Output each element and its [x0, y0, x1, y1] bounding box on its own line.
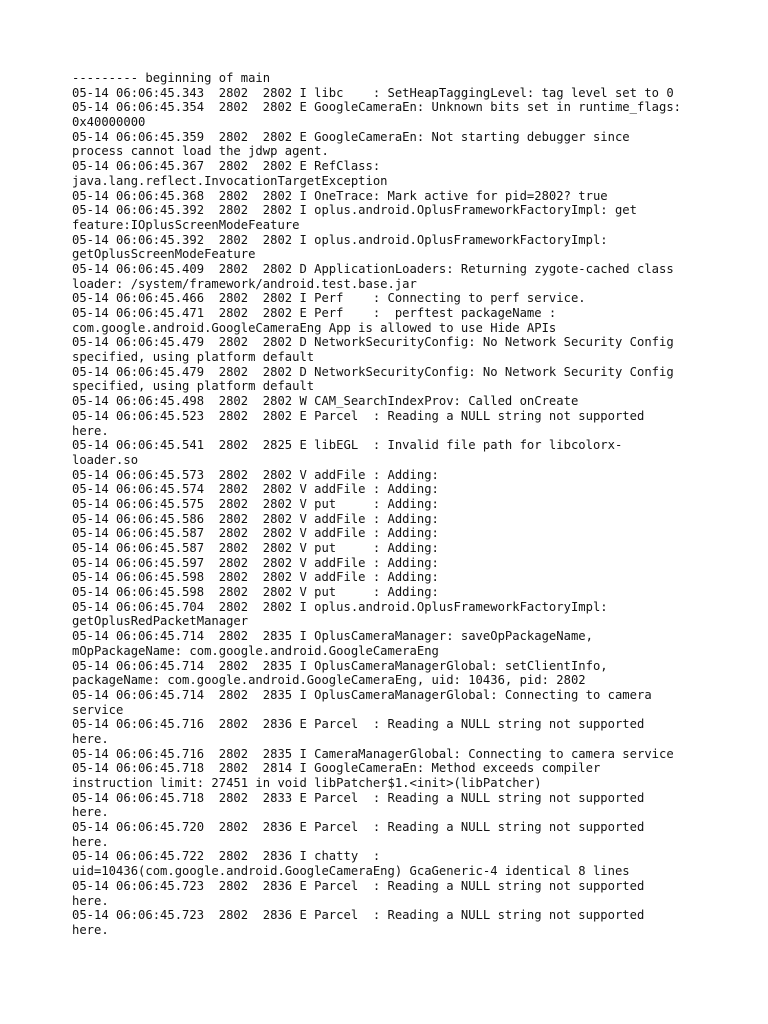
- log-line: 05-14 06:06:45.409 2802 2802 D ApplicationLoaders: Returning zygote-cached class: [72, 261, 674, 276]
- log-line: 0x40000000: [72, 115, 146, 130]
- log-line: java.lang.reflect.InvocationTargetException: [72, 173, 388, 188]
- log-line: 05-14 06:06:45.586 2802 2802 V addFile : Adding:: [72, 511, 439, 526]
- log-line: process cannot load the jdwp agent.: [72, 144, 329, 159]
- log-line: 05-14 06:06:45.392 2802 2802 I oplus.android.OplusFrameworkFactoryImpl:: [72, 232, 608, 247]
- log-line: 05-14 06:06:45.392 2802 2802 I oplus.android.OplusFrameworkFactoryImpl: get: [72, 203, 637, 218]
- log-line: getOplusScreenModeFeature: [72, 247, 256, 262]
- log-line: 05-14 06:06:45.573 2802 2802 V addFile : Adding:: [72, 467, 439, 482]
- log-line: loader: /system/framework/android.test.base.jar: [72, 276, 417, 291]
- log-line: 05-14 06:06:45.479 2802 2802 D NetworkSecurityConfig: No Network Security Config: [72, 335, 674, 350]
- log-line: 05-14 06:06:45.704 2802 2802 I oplus.android.OplusFrameworkFactoryImpl:: [72, 599, 608, 614]
- log-line: 05-14 06:06:45.368 2802 2802 I OneTrace: Mark active for pid=2802? true: [72, 188, 608, 203]
- log-line: 05-14 06:06:45.716 2802 2836 E Parcel : Reading a NULL string not supported: [72, 717, 645, 732]
- log-line: instruction limit: 27451 in void libPatcher$1.<init>(libPatcher): [72, 776, 542, 790]
- log-line: 05-14 06:06:45.574 2802 2802 V addFile : Adding:: [72, 482, 439, 497]
- log-line: service: [72, 702, 124, 717]
- log-line: 05-14 06:06:45.597 2802 2802 V addFile : Adding:: [72, 555, 439, 570]
- log-line: 05-14 06:06:45.498 2802 2802 W CAM_SearchIndexProv: Called onCreate: [72, 394, 579, 409]
- log-line: 05-14 06:06:45.575 2802 2802 V put : Adding:: [72, 496, 439, 511]
- log-line: --------- beginning of main: [72, 71, 271, 85]
- log-line: here.: [72, 731, 109, 746]
- log-line: 05-14 06:06:45.359 2802 2802 E GoogleCameraEn: Not starting debugger since: [72, 129, 630, 144]
- log-line: 05-14 06:06:45.718 2802 2814 I GoogleCameraEn: Method exceeds compiler: [72, 761, 601, 776]
- log-line: 05-14 06:06:45.343 2802 2802 I libc : SetHeapTaggingLevel: tag level set to 0: [72, 85, 674, 100]
- log-line: packageName: com.google.android.GoogleCameraEng, uid: 10436, pid: 2802: [72, 673, 586, 688]
- log-line: 05-14 06:06:45.367 2802 2802 E RefClass:: [72, 159, 381, 174]
- log-line: 05-14 06:06:45.466 2802 2802 I Perf : Connecting to perf service.: [72, 291, 586, 306]
- log-line: loader.so: [72, 452, 139, 467]
- log-line: 05-14 06:06:45.718 2802 2833 E Parcel : Reading a NULL string not supported: [72, 790, 645, 805]
- log-line: here.: [72, 893, 109, 908]
- log-line: 05-14 06:06:45.471 2802 2802 E Perf : perftest packageName :: [72, 306, 557, 320]
- log-line: 05-14 06:06:45.354 2802 2802 E GoogleCameraEn: Unknown bits set in runtime_flags:: [72, 100, 682, 115]
- log-line: getOplusRedPacketManager: [72, 614, 249, 629]
- log-document: [72, 71, 696, 938]
- log-line: here.: [72, 834, 109, 849]
- log-line: 05-14 06:06:45.598 2802 2802 V addFile : Adding:: [72, 570, 439, 585]
- log-line: 05-14 06:06:45.479 2802 2802 D NetworkSecurityConfig: No Network Security Config: [72, 364, 674, 379]
- log-line: 05-14 06:06:45.722 2802 2836 I chatty :: [72, 849, 381, 864]
- log-line: 05-14 06:06:45.587 2802 2802 V addFile : Adding:: [72, 526, 439, 541]
- log-line: 05-14 06:06:45.723 2802 2836 E Parcel : Reading a NULL string not supported: [72, 878, 645, 893]
- log-line: here.: [72, 423, 109, 438]
- log-line: here.: [72, 805, 109, 820]
- log-line: 05-14 06:06:45.714 2802 2835 I OplusCameraManagerGlobal: setClientInfo,: [72, 658, 608, 673]
- log-line: 05-14 06:06:45.587 2802 2802 V put : Adding:: [72, 541, 439, 555]
- log-line: 05-14 06:06:45.714 2802 2835 I OplusCameraManagerGlobal: Connecting to camera: [72, 687, 652, 702]
- log-line: 05-14 06:06:45.523 2802 2802 E Parcel : Reading a NULL string not supported: [72, 408, 645, 423]
- log-line: 05-14 06:06:45.598 2802 2802 V put : Adding:: [72, 585, 439, 600]
- log-line: here.: [72, 922, 109, 937]
- log-line: specified, using platform default: [72, 350, 315, 365]
- log-line: 05-14 06:06:45.720 2802 2836 E Parcel : Reading a NULL string not supported: [72, 820, 645, 835]
- log-line: specified, using platform default: [72, 379, 315, 394]
- log-line: uid=10436(com.google.android.GoogleCameraEng) GcaGeneric-4 identical 8 lines: [72, 864, 630, 879]
- log-line: com.google.android.GoogleCameraEng App is allowed to use Hide APIs: [72, 320, 557, 335]
- log-line: feature:IOplusScreenModeFeature: [72, 217, 300, 232]
- log-line: mOpPackageName: com.google.android.GoogleCameraEng: [72, 643, 439, 658]
- log-line: 05-14 06:06:45.714 2802 2835 I OplusCameraManager: saveOpPackageName,: [72, 629, 593, 644]
- log-line: 05-14 06:06:45.716 2802 2835 I CameraManagerGlobal: Connecting to camera service: [72, 746, 674, 761]
- log-line: 05-14 06:06:45.723 2802 2836 E Parcel : Reading a NULL string not supported: [72, 908, 645, 923]
- log-line: 05-14 06:06:45.541 2802 2825 E libEGL : Invalid file path for libcolorx-: [72, 438, 623, 453]
